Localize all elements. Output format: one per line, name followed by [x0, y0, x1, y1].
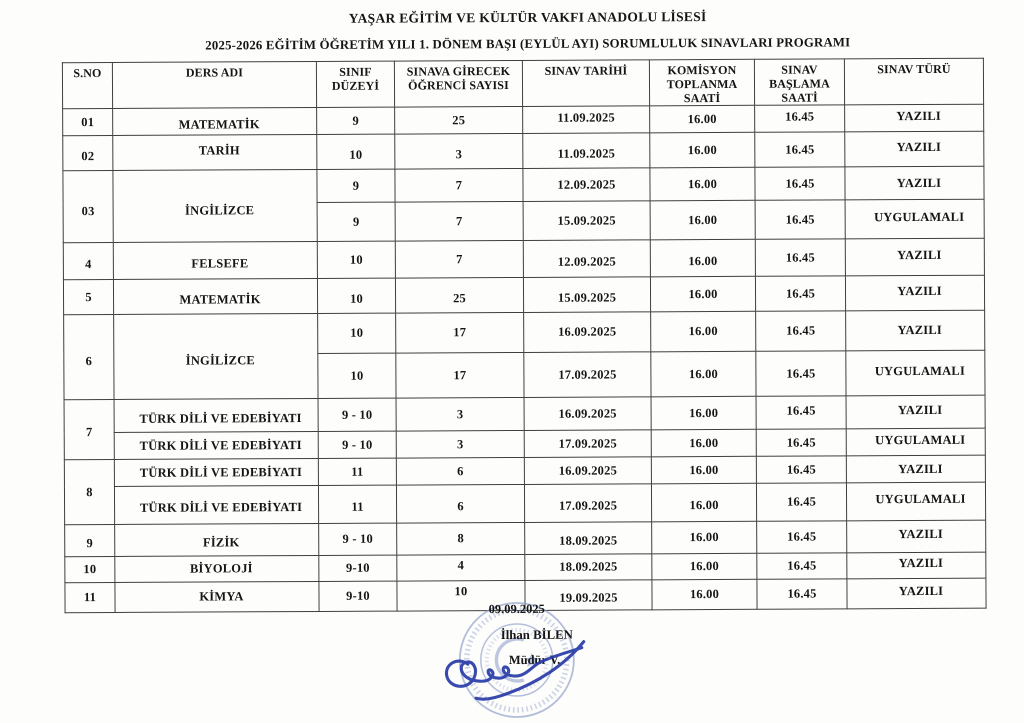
cell-sno: 02	[63, 136, 113, 171]
cell-komisyon: 16.00	[651, 484, 756, 523]
cell-turu: YAZILI	[847, 553, 986, 580]
cell-ders: MATEMATİK	[113, 279, 317, 315]
header-baslama-saati: SINAV BAŞLAMA SAATİ	[754, 59, 844, 106]
cell-turu: YAZILI	[846, 311, 985, 352]
cell-baslama: 16.45	[757, 521, 847, 553]
cell-sno: 11	[65, 583, 115, 613]
cell-sno: 6	[64, 315, 114, 400]
cell-sayi: 10	[397, 581, 525, 612]
cell-sayi: 4	[397, 555, 525, 582]
table-header-row	[62, 58, 983, 109]
cell-tarih: 18.09.2025	[525, 522, 652, 555]
signature-icon	[434, 628, 594, 711]
table-row	[63, 276, 984, 316]
cell-sayi: 7	[395, 241, 523, 279]
cell-sinif: 9 - 10	[319, 524, 397, 556]
cell-sinif: 10	[317, 242, 395, 279]
cell-sayi: 6	[396, 485, 524, 524]
cell-sayi: 17	[396, 353, 524, 399]
cell-turu: YAZILI	[845, 167, 984, 201]
header-sno: S.NO	[62, 62, 112, 109]
cell-sno: 01	[63, 109, 113, 136]
cell-sno: 03	[63, 171, 113, 243]
cell-tarih: 17.09.2025	[524, 430, 651, 458]
table-row	[64, 396, 985, 434]
table-row	[65, 521, 986, 558]
cell-sayi: 8	[397, 523, 525, 556]
cell-sinif: 10	[318, 354, 396, 399]
cell-tarih: 17.09.2025	[524, 352, 651, 398]
cell-sinif: 9 - 10	[318, 399, 396, 432]
header-ogrenci-sayisi: SINAVA GİRECEK ÖĞRENCİ SAYISI	[394, 60, 522, 107]
cell-sno: 5	[63, 280, 113, 315]
cell-ders: KİMYA	[115, 582, 319, 613]
cell-baslama: 16.45	[757, 553, 847, 579]
cell-sinif: 9-10	[319, 556, 397, 582]
cell-baslama: 16.45	[755, 132, 845, 167]
signer-role: Müdür V.	[508, 652, 561, 668]
cell-komisyon: 16.00	[650, 240, 755, 278]
cell-tarih: 16.09.2025	[524, 397, 651, 431]
cell-sayi: 7	[395, 169, 523, 203]
cell-turu: YAZILI	[846, 456, 985, 484]
cell-sayi: 3	[396, 398, 524, 432]
cell-ders: İNGİLİZCE	[114, 314, 318, 400]
cell-turu: UYGULAMALI	[846, 483, 985, 522]
cell-sno: 7	[64, 400, 114, 460]
cell-baslama: 16.45	[756, 396, 846, 429]
cell-komisyon: 16.00	[652, 580, 757, 611]
cell-komisyon: 16.00	[651, 312, 756, 353]
cell-komisyon: 16.00	[650, 168, 755, 202]
cell-komisyon: 16.00	[651, 457, 756, 485]
cell-turu: UYGULAMALI	[846, 351, 985, 397]
cell-baslama: 16.45	[755, 239, 845, 276]
cell-tarih: 15.09.2025	[523, 277, 650, 313]
cell-baslama: 16.45	[757, 579, 847, 609]
cell-turu: YAZILI	[845, 105, 984, 133]
cell-sno: 4	[63, 243, 113, 280]
cell-sayi: 17	[396, 313, 524, 354]
cell-sinif: 9	[317, 170, 395, 203]
cell-tarih: 16.09.2025	[524, 312, 651, 353]
table-row	[63, 132, 984, 172]
cell-ders: FİZİK	[115, 524, 319, 557]
cell-sinif: 10	[317, 135, 395, 170]
table-row	[64, 311, 985, 356]
cell-sinif: 10	[318, 314, 396, 354]
cell-sayi: 3	[395, 134, 523, 170]
cell-turu: UYGULAMALI	[846, 429, 985, 457]
cell-sno: 9	[65, 525, 115, 557]
cell-sayi: 25	[395, 107, 523, 135]
cell-sayi: 6	[396, 458, 524, 486]
cell-ders: MATEMATİK	[113, 108, 317, 136]
cell-sinif: 11	[318, 486, 396, 524]
program-title: 2025-2026 EĞİTİM ÖĞRETİM YILI 1. DÖNEM BAŞI (EYLÜL AYI) SORUMLULUK SINAVLARI PROGRAMI	[205, 35, 851, 53]
cell-baslama: 16.45	[755, 276, 845, 311]
cell-sinif: 9	[317, 108, 395, 135]
cell-ders: BİYOLOJİ	[115, 556, 319, 583]
cell-sno: 10	[65, 557, 115, 583]
cell-baslama: 16.45	[756, 351, 846, 396]
school-name: YAŞAR EĞİTİM VE KÜLTÜR VAKFI ANADOLU LİSESİ	[348, 9, 707, 26]
cell-ders: TÜRK DİLİ VE EDEBİYATI	[114, 459, 318, 487]
cell-tarih: 11.09.2025	[523, 106, 650, 134]
cell-baslama: 16.45	[755, 167, 845, 200]
header-sinav-turu: SINAV TÜRÜ	[844, 58, 983, 105]
cell-tarih: 12.09.2025	[523, 168, 650, 202]
header-sinav-tarihi: SINAV TARİHİ	[522, 60, 649, 107]
cell-baslama: 16.45	[756, 311, 846, 351]
cell-ders: TÜRK DİLİ VE EDEBİYATI	[114, 399, 318, 433]
cell-tarih: 16.09.2025	[524, 457, 651, 485]
cell-komisyon: 16.00	[651, 352, 756, 398]
cell-sinif: 10	[317, 279, 395, 314]
cell-turu: YAZILI	[845, 276, 984, 312]
cell-ders: İNGİLİZCE	[113, 170, 317, 243]
cell-baslama: 16.45	[756, 456, 846, 483]
cell-sayi: 3	[396, 431, 524, 459]
cell-tarih: 19.09.2025	[525, 580, 652, 611]
cell-turu: YAZILI	[845, 239, 984, 277]
header-ders-adi: DERS ADI	[112, 61, 316, 108]
cell-komisyon: 16.00	[650, 277, 755, 313]
header-komisyon-saati: KOMİSYON TOPLANMA SAATİ	[649, 59, 754, 106]
cell-tarih: 11.09.2025	[523, 133, 650, 169]
cell-ders: TARİH	[113, 135, 317, 171]
document-header	[39, 8, 1017, 55]
header-sinif-duzeyi: SINIF DÜZEYİ	[316, 61, 394, 108]
cell-sinif: 9	[317, 203, 395, 242]
cell-tarih: 15.09.2025	[523, 201, 650, 241]
cell-komisyon: 16.00	[652, 554, 757, 581]
cell-ders: FELSEFE	[113, 242, 317, 280]
cell-baslama: 16.45	[755, 105, 845, 132]
cell-tarih: 17.09.2025	[524, 484, 651, 523]
cell-turu: UYGULAMALI	[845, 200, 984, 240]
cell-komisyon: 16.00	[651, 430, 756, 458]
cell-tarih: 18.09.2025	[525, 554, 652, 581]
cell-komisyon: 16.00	[650, 201, 755, 241]
cell-komisyon: 16.00	[651, 397, 756, 431]
cell-sayi: 7	[395, 202, 523, 242]
cell-turu: YAZILI	[847, 521, 986, 554]
cell-ders: TÜRK DİLİ VE EDEBİYATI	[114, 432, 318, 460]
cell-turu: YAZILI	[847, 579, 986, 610]
cell-tarih: 12.09.2025	[523, 240, 650, 278]
cell-baslama: 16.45	[755, 200, 845, 239]
document-date: 09.09.2025	[488, 601, 545, 617]
exam-schedule-table	[62, 58, 987, 614]
cell-turu: YAZILI	[845, 132, 984, 168]
cell-sinif: 9 - 10	[318, 432, 396, 459]
cell-sinif: 11	[318, 459, 396, 486]
cell-sayi: 25	[395, 278, 523, 314]
cell-sno: 8	[64, 460, 114, 525]
table-row	[63, 167, 984, 205]
signer-name: İlhan BİLEN	[500, 627, 573, 643]
cell-ders: TÜRK DİLİ VE EDEBİYATI	[114, 486, 318, 525]
cell-baslama: 16.45	[756, 483, 846, 521]
cell-komisyon: 16.00	[650, 106, 755, 134]
cell-komisyon: 16.00	[650, 133, 755, 169]
cell-turu: YAZILI	[846, 396, 985, 430]
cell-baslama: 16.45	[756, 429, 846, 456]
table-row	[64, 483, 985, 526]
table-row	[63, 239, 984, 281]
cell-komisyon: 16.00	[652, 522, 757, 555]
cell-sinif: 9-10	[319, 582, 397, 612]
